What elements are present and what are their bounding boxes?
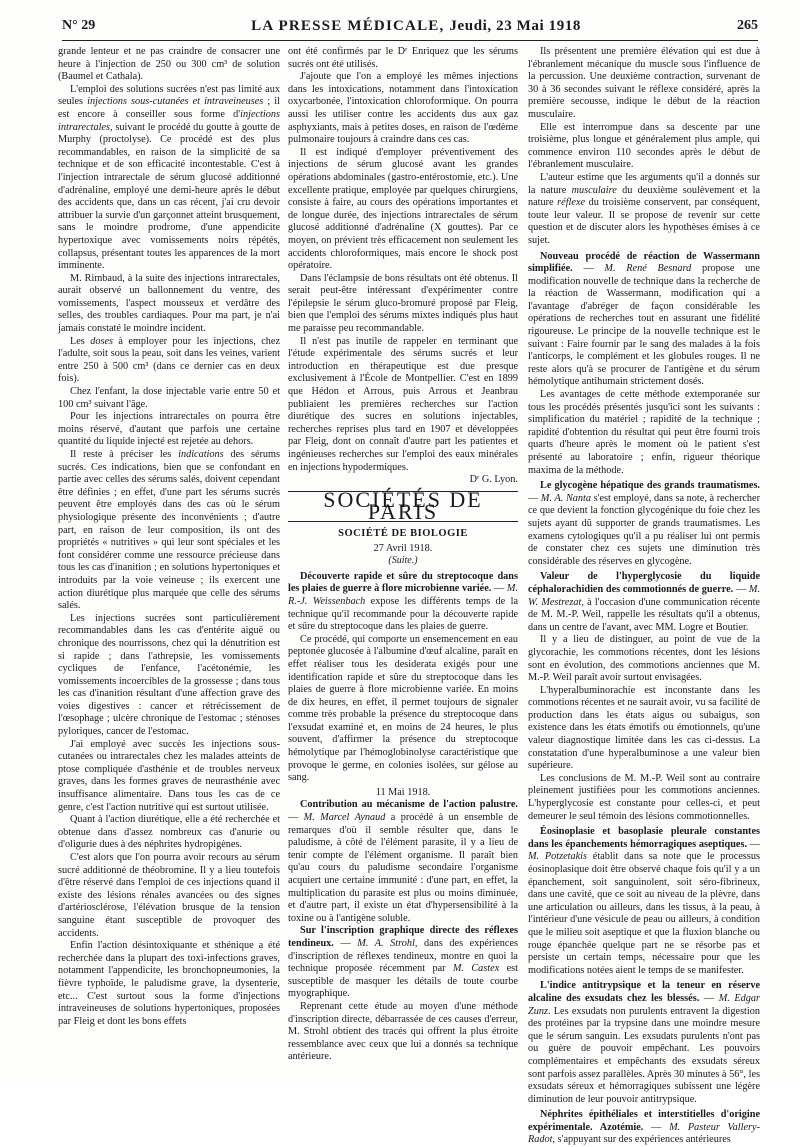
paragraph: Elle est interrompue dans sa descente par une troisième, plus longue et généralement plus ample, qui commence environ 110 secondes après le début de l'ébranlement musculaire. <box>528 121 760 171</box>
session-date: 11 Mai 1918. <box>375 786 431 798</box>
entry-title: Néphrites épithéliales et interstitielles d'origine expérimentale. Azotémie. <box>528 1109 760 1133</box>
paragraph: M. Rimbaud, à la suite des injections intrarectales, aurait observé un ballonnement du ventre, des vomissements, l'aspect mousseux et verdâtre des selles, des troubles cardiaques. Pour ma part, je n'ai jamais constaté le moindre incident. <box>58 272 280 335</box>
entry-author: M. René Besnard <box>604 263 692 275</box>
entry-title: Contribution au mécanisme de l'action palustre. <box>300 799 518 811</box>
text: est susceptible de masquer les détails de toute courbe myographique. <box>288 963 518 1000</box>
entry-title: Éosinoplasie et basoplasie pleurale constantes dans les épanchements hémorragiques aseptiques. <box>528 826 760 850</box>
section-heading: SOCIÉTÉS DE PARIS <box>288 491 518 522</box>
italic-text: musculaire <box>571 184 617 196</box>
paragraph: J'ajoute que l'on a employé les mêmes injections dans les intoxications, notamment dans l'intoxication oxycarbonée, l'intoxication chloroformique. On pourra aussi les utiliser contre les accidents dus aux gaz asphyxiants, mais à petites doses, en raison de l'œdème pulmonaire toujours à craindre dans ces cas. <box>288 71 518 146</box>
continuation-note: (Suite.) <box>388 555 418 567</box>
paragraph: Il y a lieu de distinguer, au point de vue de la glycorachie, les commotions récentes, dont les lésions sont en évolution, des commotions anciennes que M. M.-P. Weil paraît avoir surtout envisagées. <box>528 634 760 684</box>
paragraph <box>58 449 280 613</box>
italic-text: indications <box>178 449 224 460</box>
masthead <box>62 12 758 41</box>
text: s'est employé, dans sa note, à rechercher ce que devient la fonction glycogénique du foie chez les sujets ayant dû supporter de grands traumatismes. Les examens cytologiques qu'il a pu réaliser lui ont permis de constater chez ces sujets une diminution très considérable des réserves en glycogène. <box>528 492 760 567</box>
entry-author: M. Pasteur Vallery-Radot <box>528 1121 760 1146</box>
italic-text: réflexe <box>557 197 586 209</box>
text: , suivant le procédé du goutte à goutte de Murphy (proctolyse). Ce procédé est des plus recommandables, en raison de la simplicité de sa technique et de son efficacité incontestable. C'est à l'injection intrarectale de sérum glucosé additionné d'adrénaline, employé une demi-heure après le début des accidents que, dans un cas récent, j'ai cru devoir attribuer la survie d'un garçonnet atteint brusquement, sans le moindre prodrome, d'une appendicite hypertoxique avec vomissements noirs répétés, collapsus, présentant toutes les apparences de la mort imminente. <box>58 121 280 272</box>
entry-author: M. A. Nanta <box>540 492 592 504</box>
paragraph: Les avantages de cette méthode extemporanée sur tous les procédés présentés jusqu'ici sont les suivants : simplification du matériel ; rapidité de la technique ; rapidité d'obtention du résultat qui peut être fourni trois quarts d'heure après le moment où le patient s'est présenté au laboratoire ; enfin, rigueur théorique maxima de la méthode. <box>528 389 760 476</box>
column-3 <box>528 46 761 1146</box>
entry-author: M. W. Mestrezat <box>528 583 761 608</box>
author-signature: Dʳ G. Lyon. <box>469 474 518 486</box>
paragraph: ont été confirmés par le Dʳ Enriquez que les sérums sucrés ont été utilisés. <box>288 46 518 70</box>
text: expose les différents temps de la technique qu'il recommande pour la découverte rapide et sûre du streptocoque dans les plaies de guerre. <box>288 595 518 633</box>
text: , dans des expériences d'inscription de réflexes tendineux, montre en quoi la technique proposée récemment par <box>288 937 519 975</box>
paragraph: Reprenant cette étude au moyen d'une méthode d'inscription directe, débarrassée de ces causes d'erreur, M. Strohl obtient des tracés qui offrent la plus étroite ressemblance avec ceux que lui a donnés sa technique antérieure. <box>288 1000 518 1063</box>
entry-paragraph: Découverte rapide et sûre du streptocoque dans les plaies de guerre à flore microbienne variée. — M. R.-J. Weissenbach expose les différents temps de la technique qu'il recommande pour la découverte rapide et sûre du streptocoque dans les plaies de guerre. <box>288 570 518 633</box>
italic-text: doses <box>90 335 113 347</box>
paragraph: Ce procédé, qui comporte un ensemencement en eau peptonée glucosée à l'albumine d'œuf alcaline, paraît en effet réaliser tous les desiderata exigés pour une identification rapide et sûre du streptocoque dans les plaies de guerre à flore microbienne variée. En moins de dix heures, en effet, il permet toujours de signaler comme très probable la présence du streptocoque dans l'exsudat examiné et, en moins de 24 heures, le plus souvent, d'affirmer la présence du streptocoque hémolytique par l'hémoglobinolyse caractéristique que provoque le germe, en colonies isolées, sur gélose au sang. <box>288 633 518 784</box>
paragraph: Quant à l'action diurétique, elle a été recherchée et obtenue dans d'assez nombreux cas d'anurie ou d'oligurie dues à des néphrites hydropigènes. <box>58 814 280 851</box>
entry-title: Nouveau procédé de réaction de Wassermann simplifiée. <box>528 250 760 275</box>
entry-author: M. Marcel Aynaud <box>303 812 386 824</box>
paragraph <box>528 172 760 248</box>
entry-author: M. R.-J. Weissenbach <box>288 583 518 607</box>
entry-author: M. Potzetakis <box>528 851 587 863</box>
issue-date: Jeudi, 23 Mai 1918 <box>449 17 582 34</box>
italic-text: injections sous-cutanées et intraveineuses <box>87 96 264 108</box>
entry-author: M. Edgar Zunz <box>528 992 760 1017</box>
paragraph <box>58 84 280 273</box>
publication-title <box>251 18 581 35</box>
paragraph: J'ai employé avec succès les injections sous-cutanées ou intrarectales chez les malades atteints de ptose compliquée d'asthénie et de troubles nerveux graves, dans les formes graves de neurasthénie avec insuffisance alimentaire. Dans tous les cas de ce genre, c'est l'action nutritive qui est surtout utilisée. <box>58 738 280 813</box>
paragraph <box>58 336 280 386</box>
entry-paragraph: Éosinoplasie et basoplasie pleurale constantes dans les épanchements hémorragiques aseptiques. — M. Potzetakis établit dans sa note que le processus éosinoplasique doit être observé chaque fois qu'il y a un épanchement, soit sanguinolent, soit séro-fibrineux, dans une cavité, que ce soit au niveau de la plèvre, dans une articulation ou ailleurs, dans les tissus, à la peau, à l'intérieur d'une vésicule de peau ou ailleurs, à condition que le milieu soit aseptique et que la fluxion blanche ou rouge épanchée quelque part ne se résorbe pas et persiste un certain temps, nécessaire pour que les modifications notées aient le temps de se manifester. <box>528 826 760 976</box>
entry-title: L'indice antitrypsique et la teneur en réserve alcaline des exsudats chez les blessés. <box>528 980 760 1004</box>
entry-paragraph: Valeur de l'hyperglycosie du liquide céphalorachidien des commotionnés de guerre. — M. W. Mestrezat, à l'occasion d'une communication récente de M. M.-P. Weil, rappelle les résultats qu'il a obtenus, dans un centre de l'avant, avec MM. Logre et Boutier. <box>528 571 761 633</box>
session-date: 27 Avril 1918. <box>373 542 433 554</box>
entry-author: M. Castex <box>452 963 500 975</box>
entry-paragraph: Contribution au mécanisme de l'action palustre. — M. Marcel Aynaud a procédé à un ensemble de remarques d'où il semble résulter que, dans le paludisme, à côté de l'élément parasite, il y a lieu de tenir compte de l'élément organisme. Il paraît bien qu'au cours du paludisme secondaire l'organisme acquiert une certaine immunité : d'une part, en effet, la multiplication du parasite est plus ou moins diminuée, et d'autre part, il existe un état d'hypersensibilité à la toxine ou à l'antigène soluble. <box>288 799 519 924</box>
text: des sérums sucrés. Ces indications, bien que se confondant en partie avec celles des sérums salés, doivent cependant être définies ; en effet, d'une part les sérums sucrés peuvent être employés dans des cas où le sérum physiologique présente des inconvénients ; d'autre part, en raison de leur composition, ils ont des propriétés « nutritives » qui leur sont spéciales et les font considérer comme une ressource précieuse dans tous les cas d'inanition ; en solutions hypertoniques et introduits par la voie veineuse ; ils exercent une action diurétique plus marquée que celle des sérums salés. <box>58 449 281 612</box>
text: L'emploi des solutions sucrées n'est pas limité aux seules <box>58 83 280 108</box>
entry-paragraph: Le glycogène hépatique des grands traumatismes. — M. A. Nanta s'est employé, dans sa note, à rechercher ce que devient la fonction glycogénique du foie chez les sujets ayant dû supporter de grands traumatismes. Les examens cytologiques qu'il a pu réaliser lui ont permis de constater chez ces sujets une diminution très considérable des réserves en glycogène. <box>528 480 760 567</box>
entry-author: M. A. Strohl <box>357 937 415 949</box>
paragraph: Enfin l'action désintoxiquante et sthénique a été recherchée dans la plupart des toxi-infections graves, notamment l'appendicite, les bronchopneumonies, la fièvre typhoïde, le paludisme grave, la dysenterie, etc... C'est surtout sous la forme d'injections intraveineuses de solutions hypertoniques, proposées par Fleig et dont les bons effets <box>58 940 280 1027</box>
paragraph: Les injections sucrées sont particulièrement recommandables dans les cas d'entérite aiguë ou chronique des nourrissons, chez qui la dénutrition est si rapide ; dans l'athrepsie, les vomissements cycliques de l'enfance, l'acétonémie, les vomissements incoercibles de la grossesse ; dans tous les cas d'inanition résultant d'une affection grave des voies digestives : cancer et rétrécissement de l'œsophage ; ulcère chronique de l'estomac ; sténoses pyloriques, cancer de l'estomac. <box>58 612 280 738</box>
text: à employer pour les injections, chez l'adulte, soit sous la peau, soit dans les veines, varient entre 250 à 500 cm³ (dans ce dernier cas en deux fois). <box>58 335 280 385</box>
page-number: 265 <box>736 18 758 33</box>
entry-paragraph: Sur l'inscription graphique directe des réflexes tendineux. — M. A. Strohl, dans des expériences d'inscription de réflexes tendineux, montre en quoi la technique proposée récemment par M. Castex est susceptible de masquer les détails de toute courbe myographique. <box>288 925 519 1000</box>
issue-number: N° 29 <box>62 18 96 33</box>
paragraph: Pour les injections intrarectales on pourra être moins réservé, d'autant que parfois une certaine quantité du liquide injecté est rejetée au dehors. <box>58 411 280 448</box>
text: du troisième conservent, par conséquent, toute leur valeur. Il se propose de revenir sur cette question et de discuter alors les hypothèses émises à ce sujet. <box>528 197 760 246</box>
text: , s'appuyant sur des expériences antérieures <box>552 1134 731 1146</box>
column-1 <box>58 46 280 1076</box>
italic-text: injections intrarectales <box>58 108 280 133</box>
column-2 <box>288 46 518 1076</box>
entry-title: Découverte rapide et sûre du streptocoque dans les plaies de guerre à flore microbienne variée. <box>288 570 518 595</box>
paragraph: C'est alors que l'on pourra avoir recours au sérum sucré additionné de théobromine. Il y a lieu toutefois d'être réservé dans l'emploi de ces injections quand il existe des lésions rénales avancées ou des signes d'artériosclérose, l'élévation brusque de la tension sanguine étant susceptible de provoquer des accidents. <box>58 852 280 939</box>
society-heading: SOCIÉTÉ DE BIOLOGIE <box>338 527 468 539</box>
text: Il reste à préciser les <box>70 449 179 460</box>
paragraph: L'hyperalbuminorachie est inconstante dans les commotions récentes et ne saurait avoir, vu sa facilité de production dans les états aigus ou subaigus, son existence dans les états émotifs ou émotionnels, qu'une valeur diagnostique limitée dans les cas ci-dessus. La constatation d'une hyperalbuminose a une valeur bien supérieure. <box>528 684 760 772</box>
paragraph: Les conclusions de M. M.-P. Weil sont au contraire pleinement justifiées pour les commotions anciennes. L'hyperglycosie est constante pour celles-ci, et peut demeurer le seul témoin des lésions commotionnelles. <box>528 772 760 822</box>
text: Les <box>70 335 91 347</box>
entry-paragraph: L'indice antitrypsique et la teneur en réserve alcaline des exsudats chez les blessés. — M. Edgar Zunz. Les exsudats non purulents entravent la digestion des protéines par la trypsine dans une moindre mesure que le sérum sanguin. Les exsudats purulents n'ont pas ou guère de pouvoir empêchant. Les pouvoirs complémentaires et empêchants des exsudats séreux sont parfois assez parallèles. Après 30 minutes à 56°, les exsudats séreux et hémorragiques subissent une légère diminution de leur pouvoir antitrypsique. <box>528 980 760 1105</box>
paragraph: grande lenteur et ne pas craindre de consacrer une heure à l'injection de 250 ou 300 cm³ de solution (Baumel et Cathala). <box>58 46 280 83</box>
paragraph: Chez l'enfant, la dose injectable varie entre 50 et 100 cm³ suivant l'âge. <box>58 386 280 410</box>
text: , à l'occasion d'une communication récente de M. M.-P. Weil, rappelle les résultats qu'il a obtenus, dans un centre de l'avant, avec MM. Logre et Boutier. <box>528 596 760 633</box>
text: du deuxième soulèvement et la nature <box>528 184 760 209</box>
paragraph: Dans l'éclampsie de bons résultats ont été obtenus. Il serait peut-être intéressant d'expérimenter contre l'épilepsie le sérum gluco-bromuré proposé par Fleig, bien que l'emploi des sérums mixtes indiqués plus haut me paraisse peu recommandable. <box>288 272 518 335</box>
paragraph: Il n'est pas inutile de rappeler en terminant que l'étude expérimentale des sérums sucrés et leur introduction en thérapeutique est due presque exclusivement à l'École de Montpellier. C'est en 1899 que Hédon et Arrous, puis Arrous et Jeanbrau publiaient les premières recherches sur l'action diurétique des sucres en solutions injectables, recherches reprises plus tard en 1907 et développées par Fleig, dont on connaît d'autre part les patientes et ingénieuses recherches sur l'emploi des eaux minérales en injections hypodermiques. <box>288 335 518 473</box>
entry-title: Sur l'inscription graphique directe des réflexes tendineux. <box>288 925 518 949</box>
entry-title: Valeur de l'hyperglycosie du liquide céphalorachidien des commotionnés de guerre. <box>528 571 760 595</box>
entry-paragraph: Néphrites épithéliales et interstitielles d'origine expérimentale. Azotémie. — M. Pasteur Vallery-Radot, s'appuyant sur des expériences antérieures <box>528 1109 760 1146</box>
text: a procédé à un ensemble de remarques d'où il semble résulter que, dans le paludisme, à côté de l'élément parasite, il y a lieu de tenir compte de l'élément organisme. Il paraît bien qu'au cours du paludisme secondaire l'organisme acquiert une certaine immunité : d'une part, en effet, la multiplication du parasite est plus ou moins diminuée, et d'autre part, il existe un état d'hypersensibilité à la toxine ou à l'antigène soluble. <box>288 812 519 924</box>
text: L'auteur estime que les arguments qu'il a donnés sur la nature <box>528 171 760 196</box>
entry-title: Le glycogène hépatique des grands traumatismes. <box>540 480 760 492</box>
journal-name: LA PRESSE MÉDICALE, <box>251 17 445 34</box>
paragraph: Ils présentent une première élévation qui est due à l'ébranlement mécanique du muscle sous l'influence de la percussion. Une deuxième contraction, survenant de 30 à 36 secondes suivant le réflexe considéré, après la première secousse, indique le début de la réaction musculaire. <box>528 46 760 120</box>
text: propose une modification nouvelle de technique dans la recherche de la réaction de Wassermann, modification qui a l'avantage d'abréger de façon considérable les opérations de recherches tout en assurant une fidélité rigoureuse. Le principe de la nouvelle technique est le suivant : Faire fournir par le sang des malades à la fois l'anticorps, le complément et les globules rouges. Il ne reste alors qu'à se procurer de l'antigène et du sérum hémolytique antihumain strictement dosés. <box>528 263 760 388</box>
text: ; il est encore à conseiller sous forme d' <box>58 96 280 120</box>
entry-paragraph: Nouveau procédé de réaction de Wassermann simplifiée. — M. René Besnard propose une modification nouvelle de technique dans la recherche de la réaction de Wassermann, modification qui a l'avantage d'abréger de façon considérable les opérations de recherches tout en assurant une fidélité rigoureuse. Le principe de la nouvelle technique est le suivant : Faire fournir par le sang des malades à la fois l'anticorps, le complément et les globules rouges. Il ne reste alors qu'à se procurer de l'antigène et du sérum hémolytique antihumain strictement dosés. <box>528 250 760 388</box>
text: établit dans sa note que le processus éosinoplasique doit être observé chaque fois qu'il y a un épanchement, soit sanguinolent, soit séro-fibrineux, dans une cavité, que ce soit au niveau de la plèvre, dans une articulation ou ailleurs, dans les tissus, à la peau, à l'intérieur d'une vésicule de peau ou ailleurs, à condition que le milieu soit aseptique et que la fluxion blanche ou rouge épanchée quelque part ne se résorbe pas et persiste un certain temps, nécessaire pour que les modifications notées aient le temps de se manifester. <box>528 851 760 976</box>
text: . Les exsudats non purulents entravent la digestion des protéines par la trypsine dans une moindre mesure que le sérum sanguin. Les exsudats purulents n'ont pas ou guère de pouvoir empêchant. Les pouvoirs complémentaires et empêchants des exsudats séreux sont parfois assez parallèles. Après 30 minutes à 56°, les exsudats séreux et hémorragiques subissent une légère diminution de leur pouvoir antitrypsique. <box>528 1005 760 1105</box>
paragraph: Il est indiqué d'employer préventivement des injections de sérum glucosé avant les grandes opérations abdominales (gastro-entérostomie, etc.). Une excellente pratique, employée par quelques chirurgiens, consiste à faire, au cours des opérations importantes et de longue durée, des injections intrarectales de sérum glucosé additionné d'adrénaline (X gouttes). Par ce moyen, on prévient très efficacement non seulement les accidents chloroformiques, mais encore le shock post opératoire. <box>288 146 518 272</box>
